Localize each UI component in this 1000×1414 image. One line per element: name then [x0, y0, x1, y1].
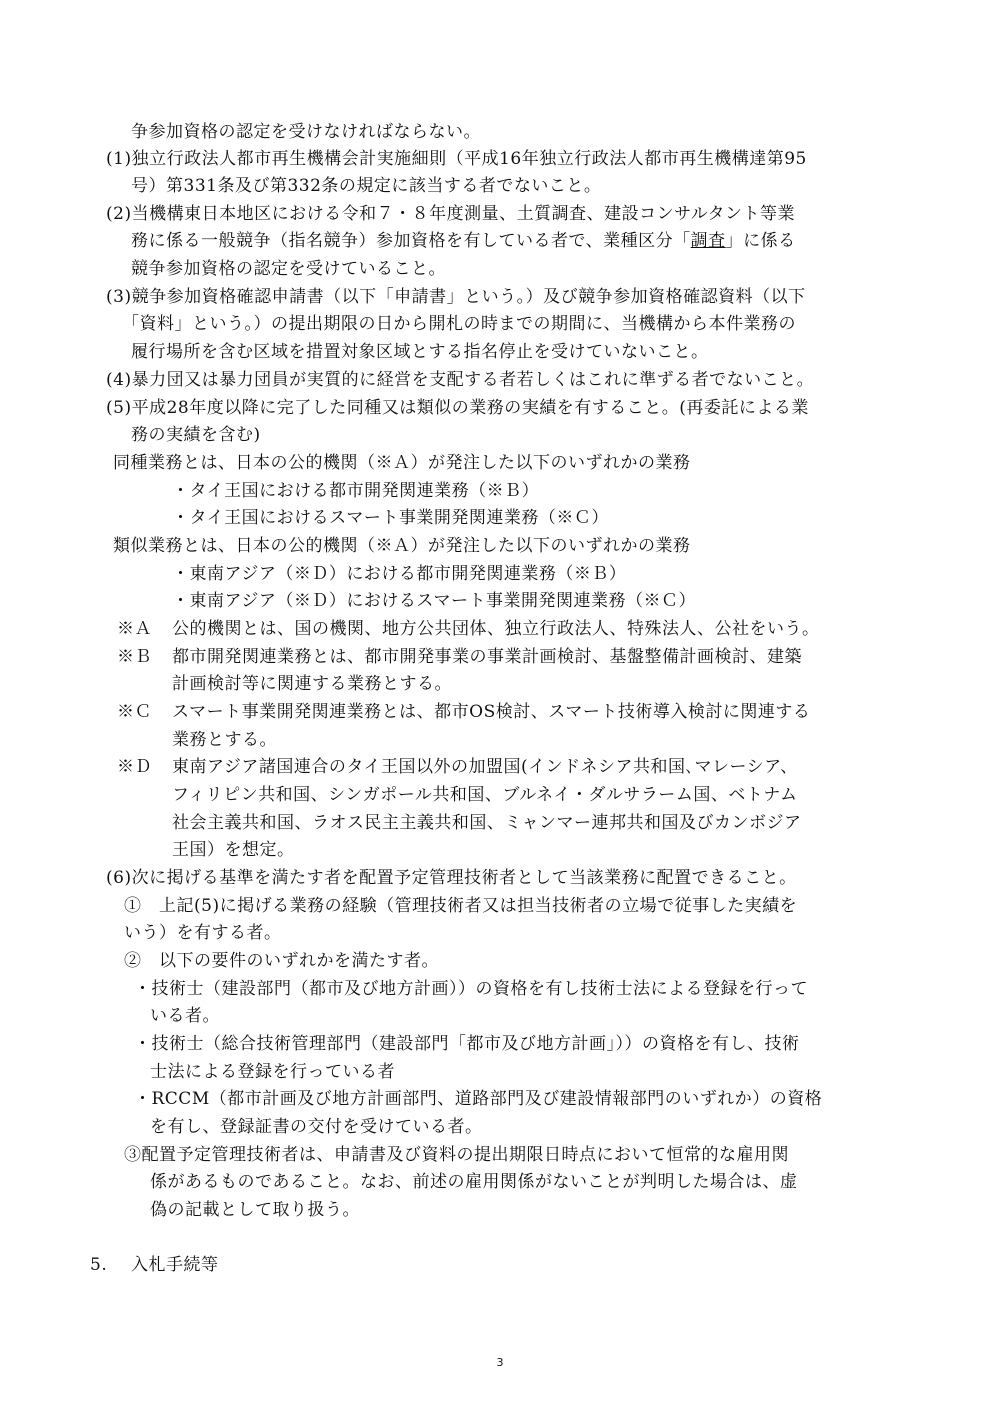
- note-b-mark: ※Ｂ: [117, 647, 152, 667]
- continuation-line: 争参加資格の認定を受けなければならない。: [131, 122, 481, 142]
- item-2-line-3: 競争参加資格の認定を受けていること。: [131, 259, 446, 279]
- item-6-sub-2-line-1: ② 以下の要件のいずれかを満たす者。: [124, 951, 439, 971]
- item-1-line-2: 号）第331条及び第332条の規定に該当する者でないこと。: [131, 176, 602, 196]
- item-4-line-1: (4)暴力団又は暴力団員が実質的に経営を支配する者若しくはこれに準ずる者でないこと。: [106, 370, 815, 390]
- item-2-line-1: (2)当機構東日本地区における令和７・８年度測量、土質調査、建設コンサルタント等業: [106, 204, 796, 224]
- item-1-line-1: (1)独立行政法人都市再生機構会計実施細則（平成16年独立行政法人都市再生機構達第95: [106, 149, 807, 169]
- item-6-line-1: (6)次に掲げる基準を満たす者を配置予定管理技術者として当該業務に配置できること。: [106, 868, 797, 888]
- item-6-bullet-2-line-2: 士法による登録を行っている者: [150, 1062, 395, 1082]
- note-a-mark: ※Ａ: [117, 619, 152, 639]
- same-type-bullet-2: ・タイ王国におけるスマート事業開発関連業務（※Ｃ）: [172, 508, 609, 528]
- underlined-category: 調査: [690, 231, 726, 251]
- section-5-title: 入札手続等: [131, 1255, 219, 1275]
- note-d-line-2: フィリピン共和国、シンガポール共和国、ブルネイ・ダルサラーム国、ベトナム: [172, 785, 798, 805]
- item-6-sub-3-line-3: 偽の記載として取り扱う。: [150, 1200, 360, 1220]
- note-b-line-2: 計画検討等に関連する業務とする。: [172, 674, 452, 694]
- note-d-line-3: 社会主義共和国、ラオス民主主義共和国、ミャンマー連邦共和国及びカンボジア: [172, 813, 802, 833]
- item-3-line-3: 履行場所を含む区域を措置対象区域とする指名停止を受けていないこと。: [131, 342, 709, 362]
- note-c-line-1: スマート事業開発関連業務とは、都市OS検討、スマート技術導入検討に関連する: [172, 702, 811, 722]
- item-3-line-1: (3)競争参加資格確認申請書（以下「申請書」という。）及び競争参加資格確認資料（以下: [106, 287, 806, 307]
- item-2-line-2-text: 務に係る一般競争（指名競争）参加資格を有している者で、業種区分「: [131, 231, 691, 251]
- item-2-line-2-end: 」に係る: [725, 231, 796, 251]
- note-d-line-1: 東南アジア諸国連合のタイ王国以外の加盟国(インドネシア共和国､マレーシア、: [172, 757, 798, 777]
- item-2-line-2: [131, 230, 796, 252]
- note-c-line-2: 業務とする。: [172, 730, 277, 750]
- section-5-number: 5.: [90, 1255, 108, 1275]
- item-6-bullet-2-line-1: ・技術士（総合技術管理部門（建設部門「都市及び地方計画」））の資格を有し、技術: [134, 1034, 800, 1054]
- similar-type-bullet-2: ・東南アジア（※Ｄ）におけるスマート事業開発関連業務（※Ｃ）: [172, 591, 696, 611]
- item-6-bullet-1-line-2: いる者。: [150, 1006, 220, 1026]
- same-type-intro: 同種業務とは、日本の公的機関（※Ａ）が発注した以下のいずれかの業務: [113, 453, 691, 473]
- item-6-sub-3-line-1: ③配置予定管理技術者は、申請書及び資料の提出期限日時点において恒常的な雇用関: [124, 1145, 789, 1165]
- note-c-mark: ※Ｃ: [117, 702, 152, 722]
- item-6-sub-3-line-2: 係があるものであること。なお、前述の雇用関係がないことが判明した場合は、虚: [150, 1172, 798, 1192]
- same-type-bullet-1: ・タイ王国における都市開発関連業務（※Ｂ）: [172, 481, 540, 501]
- page-number: 3: [496, 1356, 504, 1369]
- item-3-line-2: 「資料」という。）の提出期限の日から開札の時までの期間に、当機構から本件業務の: [122, 314, 796, 334]
- item-6-sub-1-line-2: いう）を有する者。: [124, 923, 282, 943]
- item-6-sub-1-line-1: ① 上記(5)に掲げる業務の経験（管理技術者又は担当技術者の立場で従事した実績を: [124, 896, 798, 916]
- item-6-bullet-3-line-2: を有し、登録証書の交付を受けている者。: [150, 1117, 483, 1137]
- item-5-line-2: 務の実績を含む): [131, 425, 261, 445]
- similar-type-intro: 類似業務とは、日本の公的機関（※Ａ）が発注した以下のいずれかの業務: [113, 536, 691, 556]
- item-6-bullet-1-line-1: ・技術士（建設部門（都市及び地方計画））の資格を有し技術士法による登録を行って: [134, 979, 808, 999]
- item-6-bullet-3-line-1: ・RCCM（都市計画及び地方計画部門、道路部門及び建設情報部門のいずれか）の資格: [134, 1089, 823, 1109]
- note-d-mark: ※Ｄ: [117, 757, 152, 777]
- item-5-line-1: (5)平成28年度以降に完了した同種又は類似の業務の実績を有すること。(再委託による業: [106, 398, 809, 418]
- note-b-line-1: 都市開発関連業務とは、都市開発事業の事業計画検討、基盤整備計画検討、建築: [172, 647, 802, 667]
- note-d-line-4: 王国）を想定。: [172, 840, 295, 860]
- similar-type-bullet-1: ・東南アジア（※Ｄ）における都市開発関連業務（※Ｂ）: [172, 564, 627, 584]
- note-a-line-1: 公的機関とは、国の機関、地方公共団体、独立行政法人、特殊法人、公社をいう。: [172, 619, 820, 639]
